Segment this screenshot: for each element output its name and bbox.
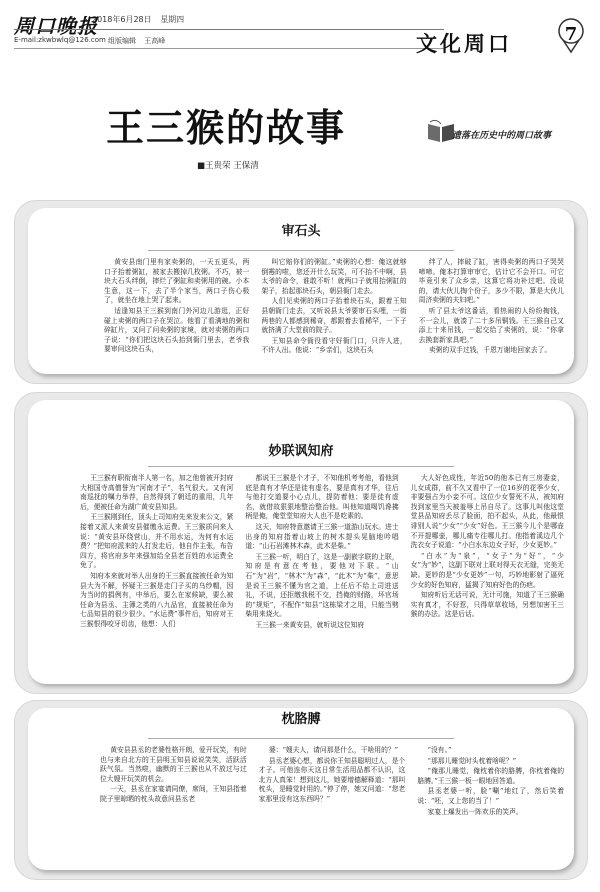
paragraph: 一天，县丞在家宴请同僚，席间，王知县指着院子里晾晒的枕头故意问县丞老 — [100, 785, 247, 803]
paragraph: “没有。” — [427, 746, 452, 754]
paragraph: 知府本来就对举人出身的王三猴直接被任命为知县大为不解，怀疑王三猴是走门子买的乌纱帽，因为当时的捐例有，中举后，要么在家候缺，要么被任命为县丞、主簿之类的八九品官，直接被任命为七品知县的很少很少。“水运费”事件后，知府对王三猴恨得咬牙切齿，他想：人们 — [80, 571, 234, 628]
paragraph: “白水”为“泉”，“女子”为“好”，“少女”为“妙”，这副下联对上联对得天衣无缝，完美无缺。更妙的是“少女更妙”一句，巧妙地影射了逼死少女的好色知府，猛揭了知府好色的伤疤。 — [410, 551, 564, 589]
story-title-rule — [148, 250, 454, 251]
issue-weekday: 星期四 — [160, 15, 185, 24]
paragraph: 王三猴一来黄安县，就听说这位知府 — [255, 620, 365, 629]
story-column — [259, 746, 406, 862]
series-tagline: 遗落在历史中的周口故事 — [452, 131, 552, 141]
paragraph: 婆：“嫂夫人，请问那是什么，干啥用的？” — [268, 746, 399, 754]
paragraph: “俺那儿睡觉，俺枕着你的胳膊，你枕着俺的胳膊。”王三猴一板一眼地回答道。 — [417, 767, 565, 785]
paragraph: 知府听后无话可说，无计可施，知道了王三猴确实有真才，不好惹，只得草草收场，另想加害王三猴的办法。这是后话。 — [410, 591, 564, 619]
issue-date-line — [92, 14, 190, 25]
editor-label: 组版编辑 — [108, 37, 136, 45]
story-title: 枕胳膊 — [281, 712, 321, 727]
story-column — [261, 258, 406, 370]
paragraph: 这天，知府特意邀请王三猴一道游山玩水。进士出身的知府指着山坡上的树木提头晃脑地吟唱道：“山石岩滩林木森，此木是柴。” — [245, 522, 399, 551]
story-columns — [80, 474, 564, 676]
masthead — [0, 0, 600, 64]
editor-name: 王高峰 — [144, 37, 166, 45]
byline: ■王贵荣 王保清 — [197, 161, 259, 171]
issue-date: 2018年6月28日 — [92, 15, 152, 24]
paragraph: 人们见卖粥的两口子抬着块石头，跟着王知县朝衙门走去，又听说县太爷要审石头哩，一街两巷的人都感到稀奇，都跟着去看稀罕，一下子就挤满了大堂前的院子。 — [261, 297, 407, 335]
layout-editor — [108, 36, 171, 46]
paragraph: “那那儿睡觉时头枕着啥呢？” — [427, 756, 517, 765]
story-column — [417, 746, 564, 862]
paragraph: 王知县命令衙役看守好衙门口，只许人进，不许人出。他说：“乡亲们，这块石头 — [261, 336, 407, 355]
story-columns — [100, 746, 564, 862]
paragraph: 王三猴一听，明白了，这是一副嵌字联的上联，知府是有意在考他，要他对下联。“山石”为“岩”，“林木”为“森”，“此木”为“柴”，意思是说王三猴不懂为官之道，上任后不给上司进送礼，不说，还拒缴我税不交，挡俺的财路，坏官场的“规矩”，不配作“知县”这栋梁才之用，只能当劈柴用来烧火。 — [245, 552, 399, 619]
page-number: 7 — [564, 24, 578, 45]
story-box-3 — [28, 708, 574, 870]
story-column — [411, 474, 564, 676]
paragraph: 黄安县县丞的老婆性格开朗，爱开玩笑，有时也与来自北方的王县明玉知县说说笑笑，活跃活跃气氛。当然啦，幽默的王三猴也从不放过与过位大嫂开玩笑的机会。 — [100, 746, 247, 783]
paragraph: 县丞老婆心想，都说你王知县聪明过人，是个才子。可他连你天这日常生活用品都不认识，这北方人真笨！想到这儿，她要增德解释道：“那叫枕头，是睡觉时用的。”停了停，她又问道：“您老家那里没有这东西吗？” — [258, 756, 406, 803]
story-column — [419, 258, 564, 370]
paragraph: 县丞老婆一听，脸“唰”地红了，然后笑着说：“呸，又上您的当了！” — [417, 787, 565, 805]
masthead-rule-lower — [14, 48, 444, 49]
newspaper-logo: 周口晚报 — [14, 14, 98, 38]
contact-email: E-mail:zkwbwlq@126.com — [14, 36, 106, 44]
article-title: 王三猴的故事 — [106, 105, 347, 150]
paragraph: 都说王三猴是个才子，不知他机考考他，看他到底是真有才华还是徒有虚名，要是真有才华，往后与他打交道要小心点儿，提防着他；要是徒有虚名，就借故狠狠地整治整治他。叫他知道喝饥谗拂柄是俺，俺堂堂知府大人也不是吃素的。 — [245, 474, 399, 521]
masthead-rule — [14, 29, 444, 30]
story-column — [80, 474, 233, 676]
paragraph: 家宴上爆发出一阵欢乐的笑声。 — [427, 807, 523, 816]
paragraph: 适逢知县王三猴到南门外河边儿游逛，正好碰上卖粥的两口子在哭泣。他看了看满地的粥和碎缸片，又问了问卖粥的家境，就对卖粥的两口子说：“你们把这块石头抬到衙门里去，老爷我要审问这块石头， — [104, 306, 250, 354]
story-title: 妙联讽知府 — [268, 444, 334, 459]
story-title-rule — [148, 466, 454, 467]
paragraph: 大人好色成性，年近50的他本已有三房妻妾，儿女成群，前不久又看中了一位16岁的花季少女，非要强占为小妾不可。这位少女誓死不从，被知府找到家里当天被羞辱上吊自尽了。这事儿叫他这堂堂县品知府丢尽了脸面，拍不起头，从此，他最恨诽别人说“少女”“少女”好色。王三猴今儿个是哪壶不开提哪壶，哪儿痛专往哪儿打。他指着溪边几个洗衣女子说道：“小白水东边女子好，少女更妙。” — [410, 474, 564, 550]
story-columns — [104, 258, 564, 370]
paragraph: 绊了人，摔破了缸，害得卖粥的两口子哭哭啼啼。俺本打算审审它，估计它不会开口。可它毕竟引来了众乡亲，这算它将功补过吧。没说的，请大伙儿掏个份子，多少不限，算是大伙儿周济卖粥的夫妇吧。” — [418, 258, 564, 305]
story-column — [245, 474, 398, 676]
paragraph: 卖粥的双手过钱，千恩万谢地回家去了。 — [428, 346, 552, 355]
paragraph: 黄安县南门里有家卖粥的，一天五更头，两口子抬着粥缸，被家去搬掉几枚粥。不巧，被一块大石头绊倒，摔烂了粥缸和卖粥用的碗。小本生意，这一下，去了半个家当，两口子伤心极了，就坐在地上哭了起来。 — [104, 258, 250, 305]
paragraph: 听了县太爷这番话，看热闹的人纷纷掏钱，不一会儿，就凑了二十多吊铜钱。王三猴自己又添上十来吊钱，一起交给了卖粥的，说：“你拿去换套新家具吧。” — [418, 306, 564, 344]
story-title: 审石头 — [281, 224, 321, 239]
story-title-rule — [148, 738, 454, 739]
paragraph: 王三猴有职衔南半人第一名，加之他曾被开封府大相国寺高僧誉为“河南才子”，名气很大。又有河南巡抚的嘱力举荐，自然得到了朝廷的重用，几年后，便被任命为湖广黄安县知县。 — [80, 474, 234, 511]
story-column — [100, 746, 247, 862]
story-box-2 — [28, 400, 574, 684]
story-column — [104, 258, 249, 370]
section-title: 文化周口 — [416, 31, 512, 56]
paragraph: 叫它赔你们的粥缸。”卖粥的心想：俺这就够倒霉的啦，您还开什么玩笑，可不抬不中啊，县太爷的命令，谁敢不听！就两口子就用抬粥缸的架子，抬起那块石头，朝县衙门走去。 — [261, 258, 407, 295]
paragraph: 王三猴刚到任，顶头上司知府先来发来公文，紧接着又派人来黄安县催缴永运费。王三猴质问来人说：“黄安县环绕营山，并不用水运，为何有水运费？”把知府派来的人打发走后，他自作主张，布告四方，将官府多年来强加给全县老百姓的水运费全免了。 — [80, 513, 234, 570]
story-box-1 — [28, 208, 574, 374]
